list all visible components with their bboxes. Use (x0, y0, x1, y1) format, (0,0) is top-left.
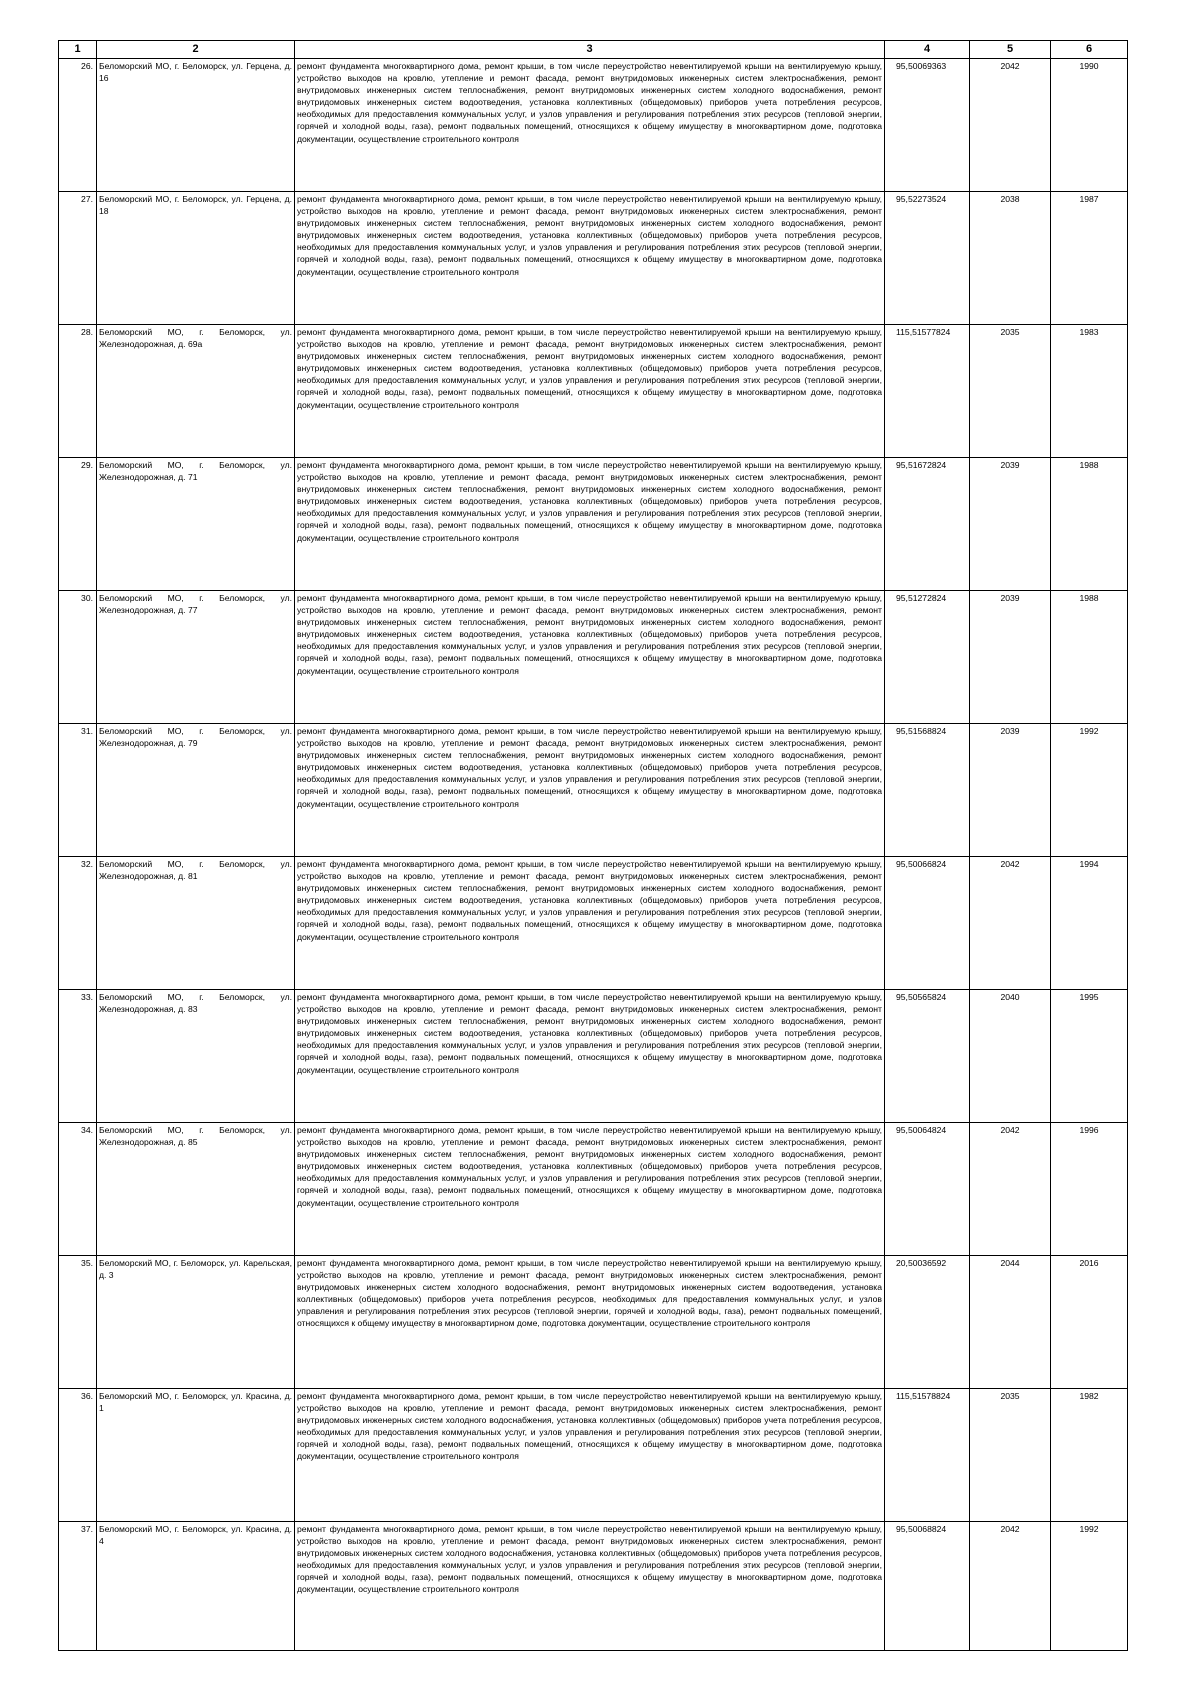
header-col-1: 1 (59, 41, 97, 59)
table-row (59, 591, 1128, 724)
table-row (59, 990, 1128, 1123)
table-row (59, 724, 1128, 857)
building-address: Беломорский МО, г. Беломорск, ул. Железнодорожная, д. 71 (97, 458, 295, 591)
repair-works: ремонт фундамента многоквартирного дома, ремонт крыши, в том числе переустройство невентилируемой крыши на вентилируемую крышу, устройство выходов на кровлю, утепление и ремонт фасада, ремонт внутридомовых инженерных систем электроснабжения, ремонт внутридомовых инженерных систем холодного водоснабжения, ремонт внутридомовых инженерных систем водоотведения, установка коллективных (общедомовых) приборов учета потребления ресурсов, необходимых для предоставления коммунальных услуг, и узлов управления и регулирования потребления этих ресурсов (тепловой энергии, горячей и холодной воды, газа), ремонт подвальных помещений, относящихся к общему имуществу в многоквартирном доме, подготовка документации, осуществление строительного контроля (295, 1256, 885, 1389)
building-address: Беломорский МО, г. Беломорск, ул. Железнодорожная, д. 81 (97, 857, 295, 990)
cost-value: 95,50064824 (885, 1123, 970, 1256)
planned-year: 2042 (970, 1522, 1051, 1651)
table-row (59, 1123, 1128, 1256)
row-number: 26. (59, 59, 97, 192)
build-year: 2016 (1051, 1256, 1128, 1389)
row-number: 28. (59, 325, 97, 458)
table-row (59, 1522, 1128, 1651)
planned-year: 2035 (970, 325, 1051, 458)
planned-year: 2039 (970, 724, 1051, 857)
table-row (59, 192, 1128, 325)
cost-value: 95,51272824 (885, 591, 970, 724)
table-row (59, 1389, 1128, 1522)
planned-year: 2044 (970, 1256, 1051, 1389)
table-row (59, 1256, 1128, 1389)
planned-year: 2042 (970, 59, 1051, 192)
building-address: Беломорский МО, г. Беломорск, ул. Карельская, д. 3 (97, 1256, 295, 1389)
build-year: 1992 (1051, 724, 1128, 857)
build-year: 1996 (1051, 1123, 1128, 1256)
table-body (59, 59, 1128, 1651)
row-number: 35. (59, 1256, 97, 1389)
repair-works: ремонт фундамента многоквартирного дома, ремонт крыши, в том числе переустройство невентилируемой крыши на вентилируемую крышу, устройство выходов на кровлю, утепление и ремонт фасада, ремонт внутридомовых инженерных систем электроснабжения, ремонт внутридомовых инженерных систем теплоснабжения, ремонт внутридомовых инженерных систем холодного водоснабжения, ремонт внутридомовых инженерных систем водоотведения, установка коллективных (общедомовых) приборов учета потребления ресурсов, необходимых для предоставления коммунальных услуг, и узлов управления и регулирования потребления этих ресурсов (тепловой энергии, горячей и холодной воды, газа), ремонт подвальных помещений, относящихся к общему имуществу в многоквартирном доме, подготовка документации, осуществление строительного контроля (295, 458, 885, 591)
building-address: Беломорский МО, г. Беломорск, ул. Красина, д. 1 (97, 1389, 295, 1522)
capital-repair-table (58, 40, 1128, 1651)
planned-year: 2035 (970, 1389, 1051, 1522)
repair-works: ремонт фундамента многоквартирного дома, ремонт крыши, в том числе переустройство невентилируемой крыши на вентилируемую крышу, устройство выходов на кровлю, утепление и ремонт фасада, ремонт внутридомовых инженерных систем электроснабжения, ремонт внутридомовых инженерных систем теплоснабжения, ремонт внутридомовых инженерных систем холодного водоснабжения, ремонт внутридомовых инженерных систем водоотведения, установка коллективных (общедомовых) приборов учета потребления ресурсов, необходимых для предоставления коммунальных услуг, и узлов управления и регулирования потребления этих ресурсов (тепловой энергии, горячей и холодной воды, газа), ремонт подвальных помещений, относящихся к общему имуществу в многоквартирном доме, подготовка документации, осуществление строительного контроля (295, 325, 885, 458)
building-address: Беломорский МО, г. Беломорск, ул. Герцена, д. 16 (97, 59, 295, 192)
build-year: 1987 (1051, 192, 1128, 325)
repair-works: ремонт фундамента многоквартирного дома, ремонт крыши, в том числе переустройство невентилируемой крыши на вентилируемую крышу, устройство выходов на кровлю, утепление и ремонт фасада, ремонт внутридомовых инженерных систем электроснабжения, ремонт внутридомовых инженерных систем теплоснабжения, ремонт внутридомовых инженерных систем холодного водоснабжения, ремонт внутридомовых инженерных систем водоотведения, установка коллективных (общедомовых) приборов учета потребления ресурсов, необходимых для предоставления коммунальных услуг, и узлов управления и регулирования потребления этих ресурсов (тепловой энергии, горячей и холодной воды, газа), ремонт подвальных помещений, относящихся к общему имуществу в многоквартирном доме, подготовка документации, осуществление строительного контроля (295, 857, 885, 990)
repair-works: ремонт фундамента многоквартирного дома, ремонт крыши, в том числе переустройство невентилируемой крыши на вентилируемую крышу, устройство выходов на кровлю, утепление и ремонт фасада, ремонт внутридомовых инженерных систем электроснабжения, ремонт внутридомовых инженерных систем холодного водоснабжения, установка коллективных (общедомовых) приборов учета потребления ресурсов, необходимых для предоставления коммунальных услуг, и узлов управления и регулирования потребления этих ресурсов (тепловой энергии, горячей и холодной воды, газа), ремонт подвальных помещений, относящихся к общему имуществу в многоквартирном доме, подготовка документации, осуществление строительного контроля (295, 1522, 885, 1651)
row-number: 34. (59, 1123, 97, 1256)
build-year: 1995 (1051, 990, 1128, 1123)
document-page (58, 40, 1127, 1651)
repair-works: ремонт фундамента многоквартирного дома, ремонт крыши, в том числе переустройство невентилируемой крыши на вентилируемую крышу, устройство выходов на кровлю, утепление и ремонт фасада, ремонт внутридомовых инженерных систем электроснабжения, ремонт внутридомовых инженерных систем теплоснабжения, ремонт внутридомовых инженерных систем холодного водоснабжения, ремонт внутридомовых инженерных систем водоотведения, установка коллективных (общедомовых) приборов учета потребления ресурсов, необходимых для предоставления коммунальных услуг, и узлов управления и регулирования потребления этих ресурсов (тепловой энергии, горячей и холодной воды, газа), ремонт подвальных помещений, относящихся к общему имуществу в многоквартирном доме, подготовка документации, осуществление строительного контроля (295, 990, 885, 1123)
cost-value: 115,51578824 (885, 1389, 970, 1522)
cost-value: 95,51568824 (885, 724, 970, 857)
row-number: 36. (59, 1389, 97, 1522)
cost-value: 95,51672824 (885, 458, 970, 591)
build-year: 1992 (1051, 1522, 1128, 1651)
building-address: Беломорский МО, г. Беломорск, ул. Железнодорожная, д. 79 (97, 724, 295, 857)
building-address: Беломорский МО, г. Беломорск, ул. Железнодорожная, д. 85 (97, 1123, 295, 1256)
cost-value: 95,50066824 (885, 857, 970, 990)
build-year: 1990 (1051, 59, 1128, 192)
building-address: Беломорский МО, г. Беломорск, ул. Железнодорожная, д. 69а (97, 325, 295, 458)
table-row (59, 857, 1128, 990)
table-row (59, 458, 1128, 591)
repair-works: ремонт фундамента многоквартирного дома, ремонт крыши, в том числе переустройство невентилируемой крыши на вентилируемую крышу, устройство выходов на кровлю, утепление и ремонт фасада, ремонт внутридомовых инженерных систем электроснабжения, ремонт внутридомовых инженерных систем теплоснабжения, ремонт внутридомовых инженерных систем холодного водоснабжения, ремонт внутридомовых инженерных систем водоотведения, установка коллективных (общедомовых) приборов учета потребления ресурсов, необходимых для предоставления коммунальных услуг, и узлов управления и регулирования потребления этих ресурсов (тепловой энергии, горячей и холодной воды, газа), ремонт подвальных помещений, относящихся к общему имуществу в многоквартирном доме, подготовка документации, осуществление строительного контроля (295, 59, 885, 192)
row-number: 37. (59, 1522, 97, 1651)
building-address: Беломорский МО, г. Беломорск, ул. Герцена, д. 18 (97, 192, 295, 325)
header-col-3: 3 (295, 41, 885, 59)
repair-works: ремонт фундамента многоквартирного дома, ремонт крыши, в том числе переустройство невентилируемой крыши на вентилируемую крышу, устройство выходов на кровлю, утепление и ремонт фасада, ремонт внутридомовых инженерных систем электроснабжения, ремонт внутридомовых инженерных систем теплоснабжения, ремонт внутридомовых инженерных систем холодного водоснабжения, ремонт внутридомовых инженерных систем водоотведения, установка коллективных (общедомовых) приборов учета потребления ресурсов, необходимых для предоставления коммунальных услуг, и узлов управления и регулирования потребления этих ресурсов (тепловой энергии, горячей и холодной воды, газа), ремонт подвальных помещений, относящихся к общему имуществу в многоквартирном доме, подготовка документации, осуществление строительного контроля (295, 591, 885, 724)
planned-year: 2039 (970, 458, 1051, 591)
row-number: 29. (59, 458, 97, 591)
building-address: Беломорский МО, г. Беломорск, ул. Железнодорожная, д. 83 (97, 990, 295, 1123)
cost-value: 115,51577824 (885, 325, 970, 458)
building-address: Беломорский МО, г. Беломорск, ул. Железнодорожная, д. 77 (97, 591, 295, 724)
row-number: 31. (59, 724, 97, 857)
row-number: 32. (59, 857, 97, 990)
build-year: 1988 (1051, 591, 1128, 724)
build-year: 1982 (1051, 1389, 1128, 1522)
repair-works: ремонт фундамента многоквартирного дома, ремонт крыши, в том числе переустройство невентилируемой крыши на вентилируемую крышу, устройство выходов на кровлю, утепление и ремонт фасада, ремонт внутридомовых инженерных систем электроснабжения, ремонт внутридомовых инженерных систем теплоснабжения, ремонт внутридомовых инженерных систем холодного водоснабжения, ремонт внутридомовых инженерных систем водоотведения, установка коллективных (общедомовых) приборов учета потребления ресурсов, необходимых для предоставления коммунальных услуг, и узлов управления и регулирования потребления этих ресурсов (тепловой энергии, горячей и холодной воды, газа), ремонт подвальных помещений, относящихся к общему имуществу в многоквартирном доме, подготовка документации, осуществление строительного контроля (295, 724, 885, 857)
planned-year: 2039 (970, 591, 1051, 724)
build-year: 1983 (1051, 325, 1128, 458)
repair-works: ремонт фундамента многоквартирного дома, ремонт крыши, в том числе переустройство невентилируемой крыши на вентилируемую крышу, устройство выходов на кровлю, утепление и ремонт фасада, ремонт внутридомовых инженерных систем электроснабжения, ремонт внутридомовых инженерных систем холодного водоснабжения, установка коллективных (общедомовых) приборов учета потребления ресурсов, необходимых для предоставления коммунальных услуг, и узлов управления и регулирования потребления этих ресурсов (тепловой энергии, горячей и холодной воды, газа), ремонт подвальных помещений, относящихся к общему имуществу в многоквартирном доме, подготовка документации, осуществление строительного контроля (295, 1389, 885, 1522)
row-number: 30. (59, 591, 97, 724)
planned-year: 2038 (970, 192, 1051, 325)
planned-year: 2042 (970, 857, 1051, 990)
table-header-row (59, 41, 1128, 59)
table-row (59, 59, 1128, 192)
building-address: Беломорский МО, г. Беломорск, ул. Красина, д. 4 (97, 1522, 295, 1651)
build-year: 1988 (1051, 458, 1128, 591)
cost-value: 20,50036592 (885, 1256, 970, 1389)
row-number: 27. (59, 192, 97, 325)
cost-value: 95,50069363 (885, 59, 970, 192)
cost-value: 95,50068824 (885, 1522, 970, 1651)
table-row (59, 325, 1128, 458)
header-col-5: 5 (970, 41, 1051, 59)
header-col-6: 6 (1051, 41, 1128, 59)
row-number: 33. (59, 990, 97, 1123)
repair-works: ремонт фундамента многоквартирного дома, ремонт крыши, в том числе переустройство невентилируемой крыши на вентилируемую крышу, устройство выходов на кровлю, утепление и ремонт фасада, ремонт внутридомовых инженерных систем электроснабжения, ремонт внутридомовых инженерных систем теплоснабжения, ремонт внутридомовых инженерных систем холодного водоснабжения, ремонт внутридомовых инженерных систем водоотведения, установка коллективных (общедомовых) приборов учета потребления ресурсов, необходимых для предоставления коммунальных услуг, и узлов управления и регулирования потребления этих ресурсов (тепловой энергии, горячей и холодной воды, газа), ремонт подвальных помещений, относящихся к общему имуществу в многоквартирном доме, подготовка документации, осуществление строительного контроля (295, 1123, 885, 1256)
planned-year: 2040 (970, 990, 1051, 1123)
header-col-4: 4 (885, 41, 970, 59)
cost-value: 95,50565824 (885, 990, 970, 1123)
build-year: 1994 (1051, 857, 1128, 990)
repair-works: ремонт фундамента многоквартирного дома, ремонт крыши, в том числе переустройство невентилируемой крыши на вентилируемую крышу, устройство выходов на кровлю, утепление и ремонт фасада, ремонт внутридомовых инженерных систем электроснабжения, ремонт внутридомовых инженерных систем теплоснабжения, ремонт внутридомовых инженерных систем холодного водоснабжения, ремонт внутридомовых инженерных систем водоотведения, установка коллективных (общедомовых) приборов учета потребления ресурсов, необходимых для предоставления коммунальных услуг, и узлов управления и регулирования потребления этих ресурсов (тепловой энергии, горячей и холодной воды, газа), ремонт подвальных помещений, относящихся к общему имуществу в многоквартирном доме, подготовка документации, осуществление строительного контроля (295, 192, 885, 325)
cost-value: 95,52273524 (885, 192, 970, 325)
planned-year: 2042 (970, 1123, 1051, 1256)
header-col-2: 2 (97, 41, 295, 59)
